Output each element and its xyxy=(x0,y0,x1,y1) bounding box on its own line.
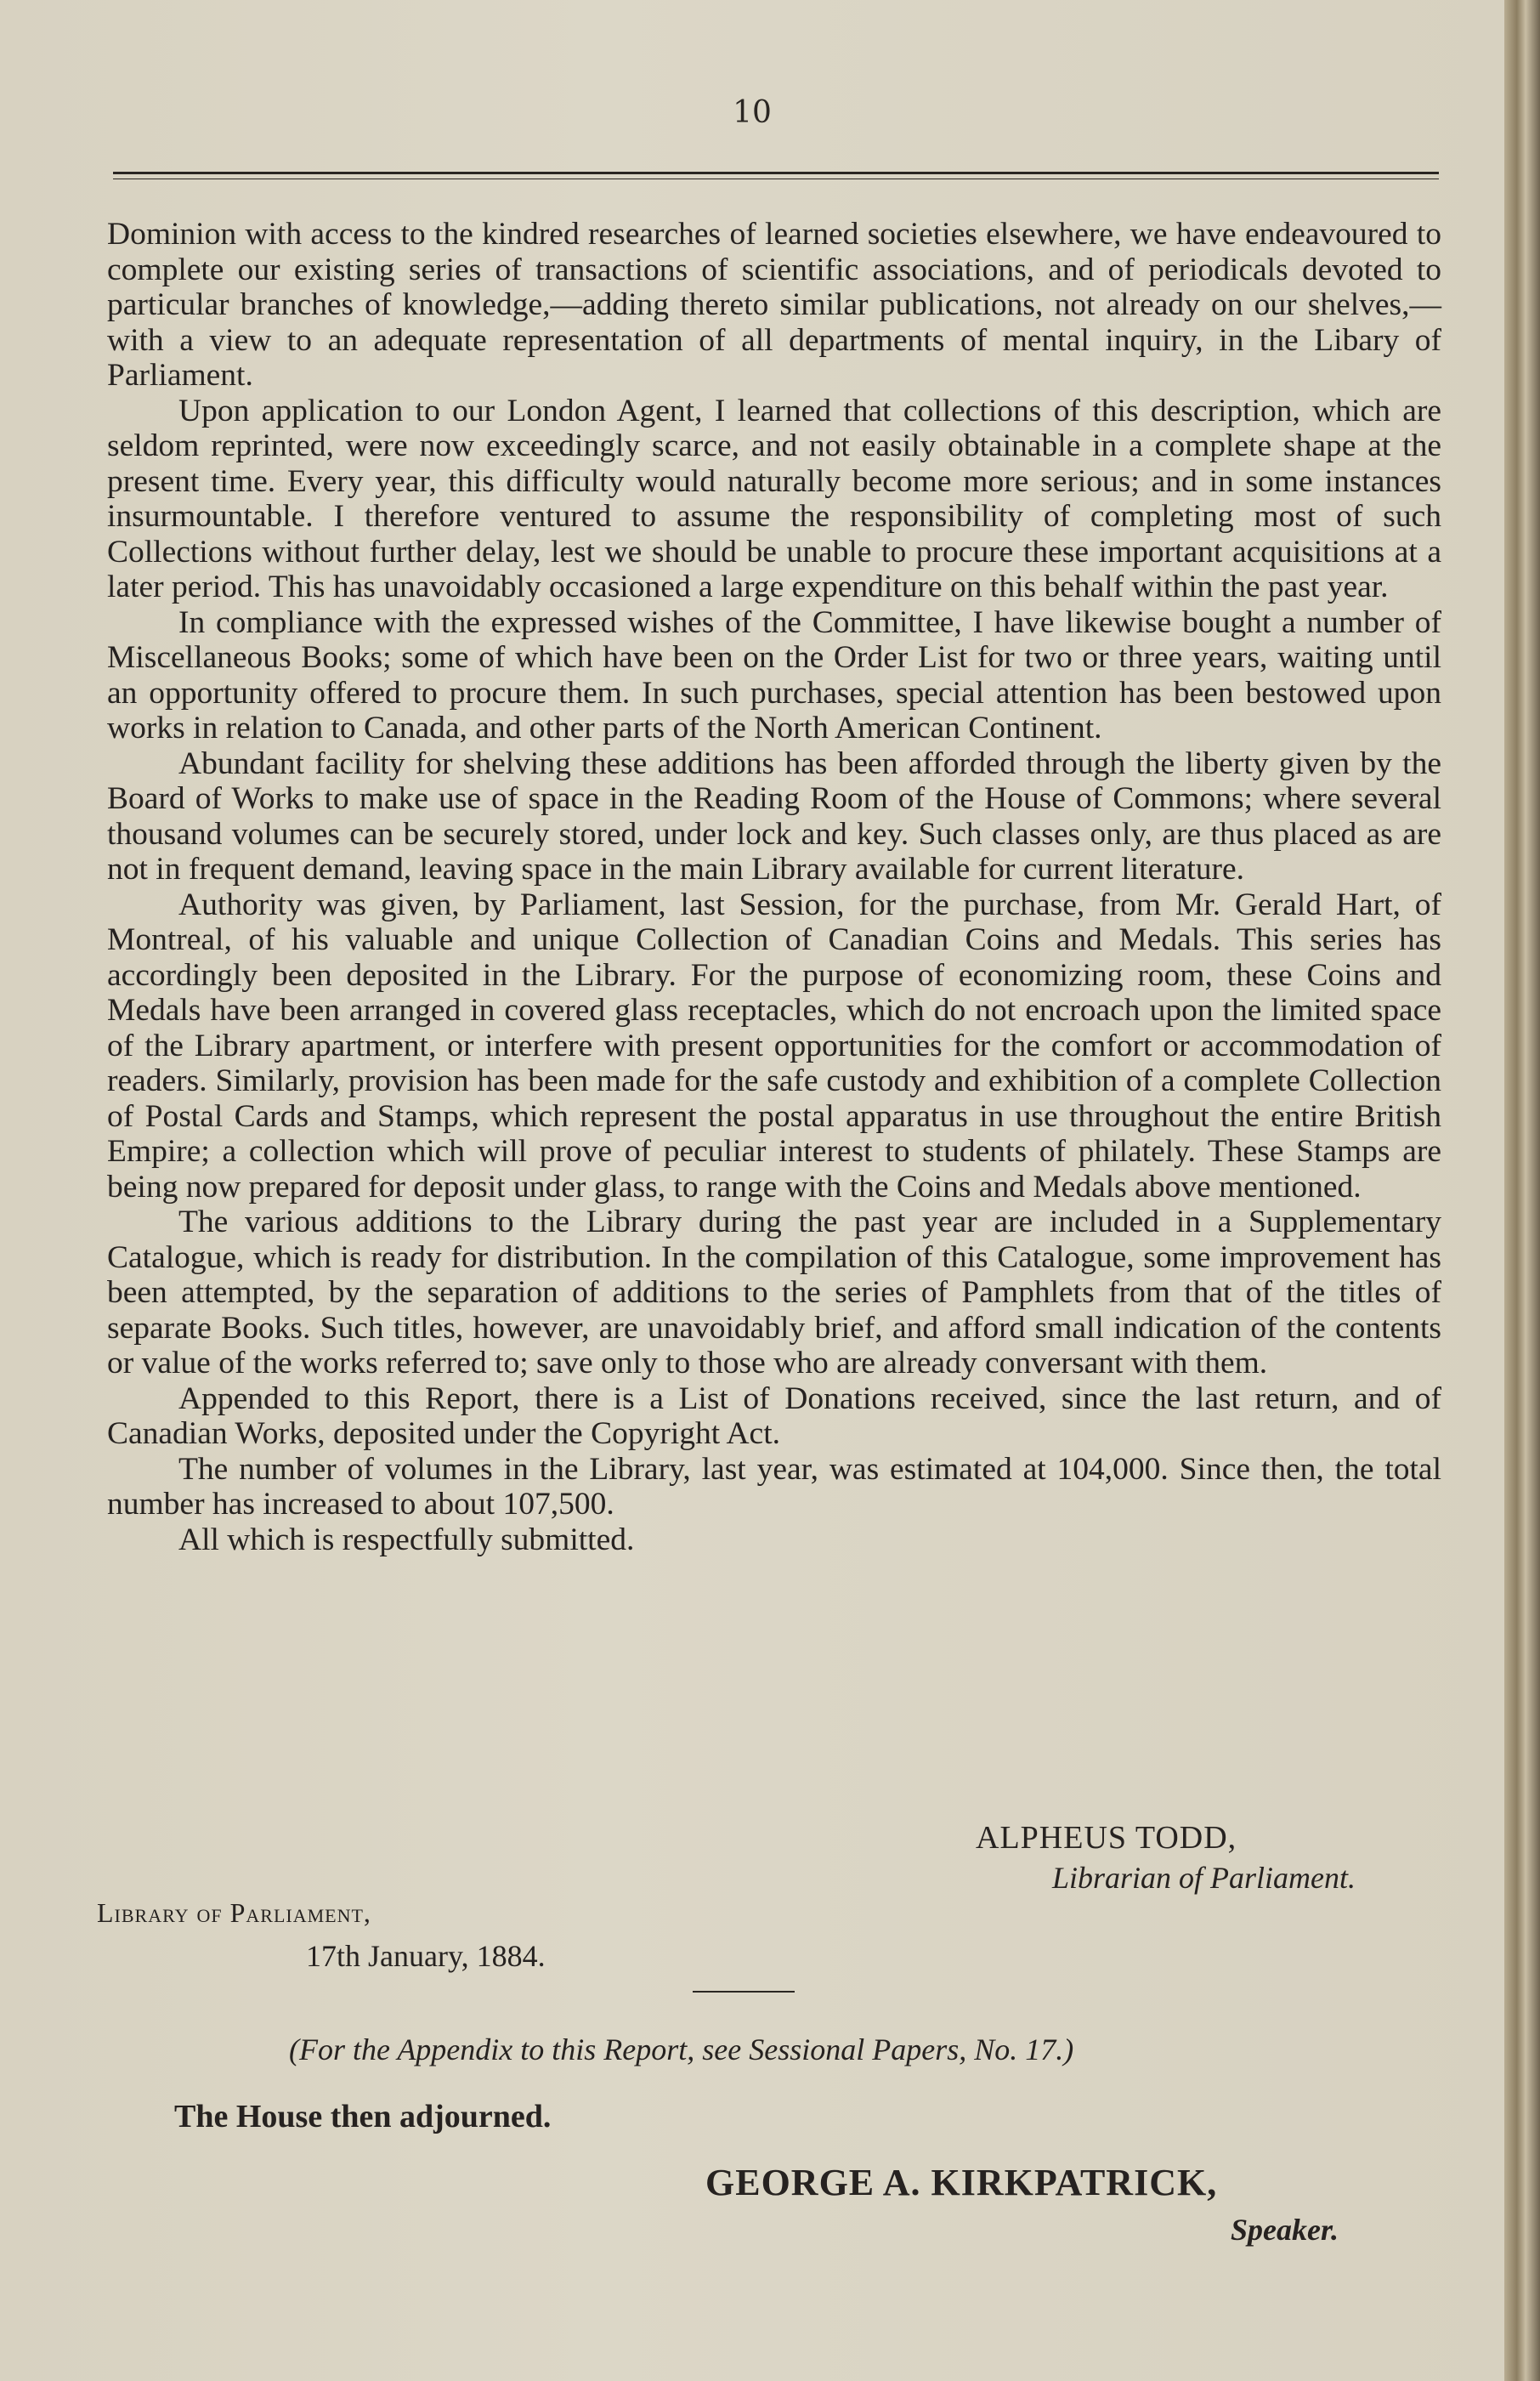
paragraph-7: Appended to this Report, there is a List of Donations received, since the last return, and of Canadian Works, deposited under the Copyright Act. xyxy=(107,1380,1441,1451)
header-rule xyxy=(113,172,1439,174)
report-body xyxy=(107,217,1441,1557)
paragraph-3: In compliance with the expressed wishes of the Committee, I have likewise bought a number of Miscellaneous Books; some of which have been on the Order List for two or three years, waiting until an opportunity offered to procure them. In such purchases, special attention has been bestowed upon works in relation to Canada, and other parts of the North American Continent. xyxy=(107,604,1441,745)
paragraph-4: Abundant facility for shelving these additions has been afforded through the liberty given by the Board of Works to make use of space in the Reading Room of the House of Commons; where several thousand volumes can be securely stored, under lock and key. Such classes only, are thus placed as are not in frequent demand, leaving space in the main Library available for current literature. xyxy=(107,745,1441,887)
section-divider xyxy=(693,1991,795,1993)
signatory-title: Librarian of Parliament. xyxy=(1052,1861,1356,1895)
adjournment-line: The House then adjourned. xyxy=(174,2099,552,2134)
paragraph-8: The number of volumes in the Library, last year, was estimated at 104,000. Since then, the total number has increased to about 107,500. xyxy=(107,1451,1441,1522)
paragraph-6: The various additions to the Library during the past year are included in a Supplementary Catalogue, which is ready for distribution. In the compilation of this Catalogue, some improvement has been attempted, by the separation of additions to the series of Pamphlets from that of the titles of separate Books. Such titles, however, are unavoidably brief, and afford small indication of the contents or value of the works referred to; save only to those who are already conversant with them. xyxy=(107,1205,1441,1380)
speaker-title: Speaker. xyxy=(1231,2213,1339,2247)
page-number: 10 xyxy=(733,95,772,130)
paragraph-2: Upon application to our London Agent, I learned that collections of this description, which are seldom reprinted, were now exceedingly scarce, and not easily obtainable in a complete shape at the present time. Every year, this difficulty would naturally become more serious; and in some instances insurmountable. I therefore ventured to assume the responsibility of completing most of such Collections without further delay, lest we should be unable to procure these important acquisitions at a later period. This has unavoidably occasioned a large expenditure on this behalf within the past year. xyxy=(107,393,1441,604)
dateline-date: 17th January, 1884. xyxy=(306,1939,546,1973)
paragraph-5: Authority was given, by Parliament, last Session, for the purchase, from Mr. Gerald Hart, of Montreal, of his valuable and unique Collection of Canadian Coins and Medals. This series has accordingly been deposited in the Library. For the purpose of economizing room, these Coins and Medals have been arranged in covered glass receptacles, which do not encroach upon the limited space of the Library apartment, or interfere with present opportunities for the comfort or accommodation of readers. Similarly, provision has been made for the safe custody and exhibition of a complete Collection of Postal Cards and Stamps, which represent the postal apparatus in use throughout the entire British Empire; a collection which will prove of peculiar interest to students of philately. These Stamps are being now prepared for deposit under glass, to range with the Coins and Medals above mentioned. xyxy=(107,887,1441,1205)
paragraph-1: Dominion with access to the kindred researches of learned societies elsewhere, we have endeavoured to complete our existing series of transactions of scientific associations, and of periodicals devoted to particular branches of knowledge,—adding thereto similar publications, not already on our shelves,—with a view to an adequate representation of all departments of mental inquiry, in the Libary of Parliament. xyxy=(107,217,1441,393)
appendix-note: (For the Appendix to this Report, see Sessional Papers, No. 17.) xyxy=(289,2032,1074,2066)
speaker-name: GEORGE A. KIRKPATRICK, xyxy=(705,2162,1218,2203)
page-binding-edge xyxy=(1504,0,1540,2381)
dateline-place: Library of Parliament, xyxy=(97,1897,371,1928)
signatory-name: ALPHEUS TODD, xyxy=(976,1820,1237,1856)
paragraph-9: All which is respectfully submitted. xyxy=(178,1522,635,1557)
